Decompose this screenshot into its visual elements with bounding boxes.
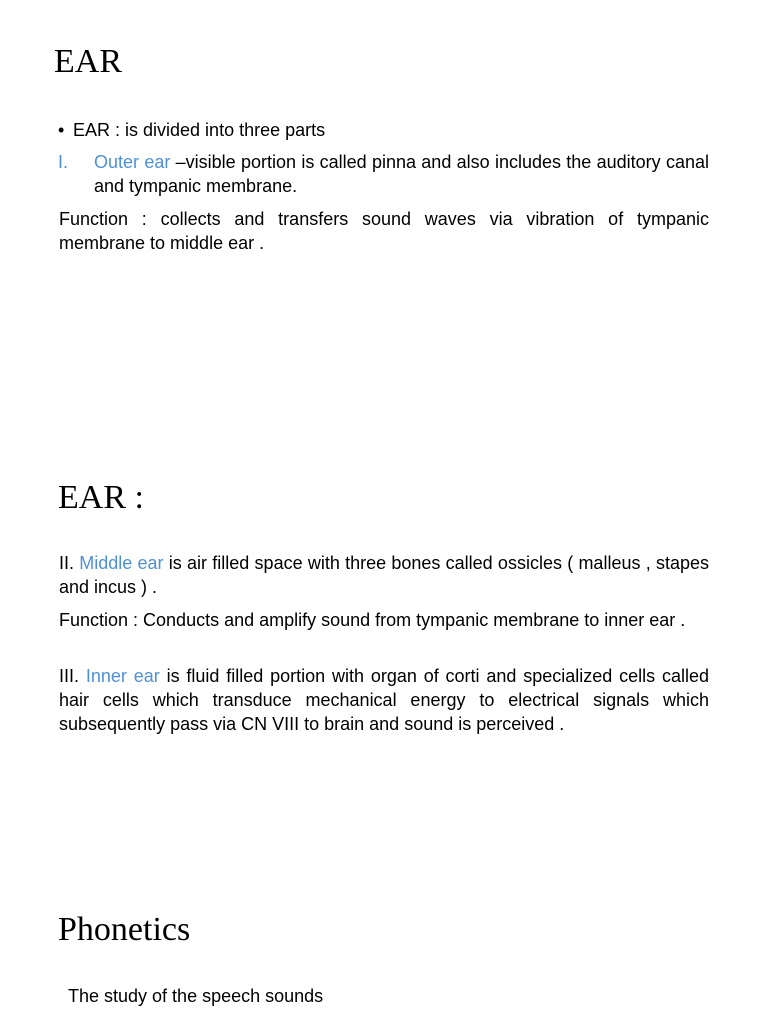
outer-ear-description: –visible portion is called pinna and also includes the auditory canal and tympanic membrane. xyxy=(94,152,709,196)
inner-ear-paragraph xyxy=(59,664,709,736)
middle-ear-paragraph xyxy=(59,551,709,599)
middle-ear-term: Middle ear xyxy=(79,553,164,573)
inner-ear-description: is fluid filled portion with organ of corti and specialized cells called hair cells which transduce mechanical energy to electrical signals which subsequently pass via CN VIII to brain and sound is perceived . xyxy=(59,666,709,734)
slide-title: EAR : xyxy=(58,479,144,516)
outer-ear-term: Outer ear xyxy=(94,152,171,172)
inner-ear-numeral: III. xyxy=(59,666,86,686)
outer-ear-function: Function : collects and transfers sound waves via vibration of tympanic membrane to middle ear . xyxy=(59,209,709,253)
item-numeral: I. xyxy=(58,152,69,172)
middle-ear-numeral: II. xyxy=(59,553,80,573)
phonetics-definition: The study of the speech sounds xyxy=(68,986,324,1006)
outer-ear-paragraph xyxy=(94,150,709,198)
inner-ear-term: Inner ear xyxy=(85,666,160,686)
slide-title: EAR xyxy=(54,43,122,80)
middle-ear-function: Function : Conducts and amplify sound from tympanic membrane to inner ear . xyxy=(59,610,686,630)
slide-title: Phonetics xyxy=(58,911,191,948)
bullet-marker: • xyxy=(58,120,65,140)
intro-text: EAR : is divided into three parts xyxy=(73,120,326,140)
middle-ear-description: is air filled space with three bones called ossicles ( malleus , stapes and incus ) . xyxy=(59,553,709,597)
